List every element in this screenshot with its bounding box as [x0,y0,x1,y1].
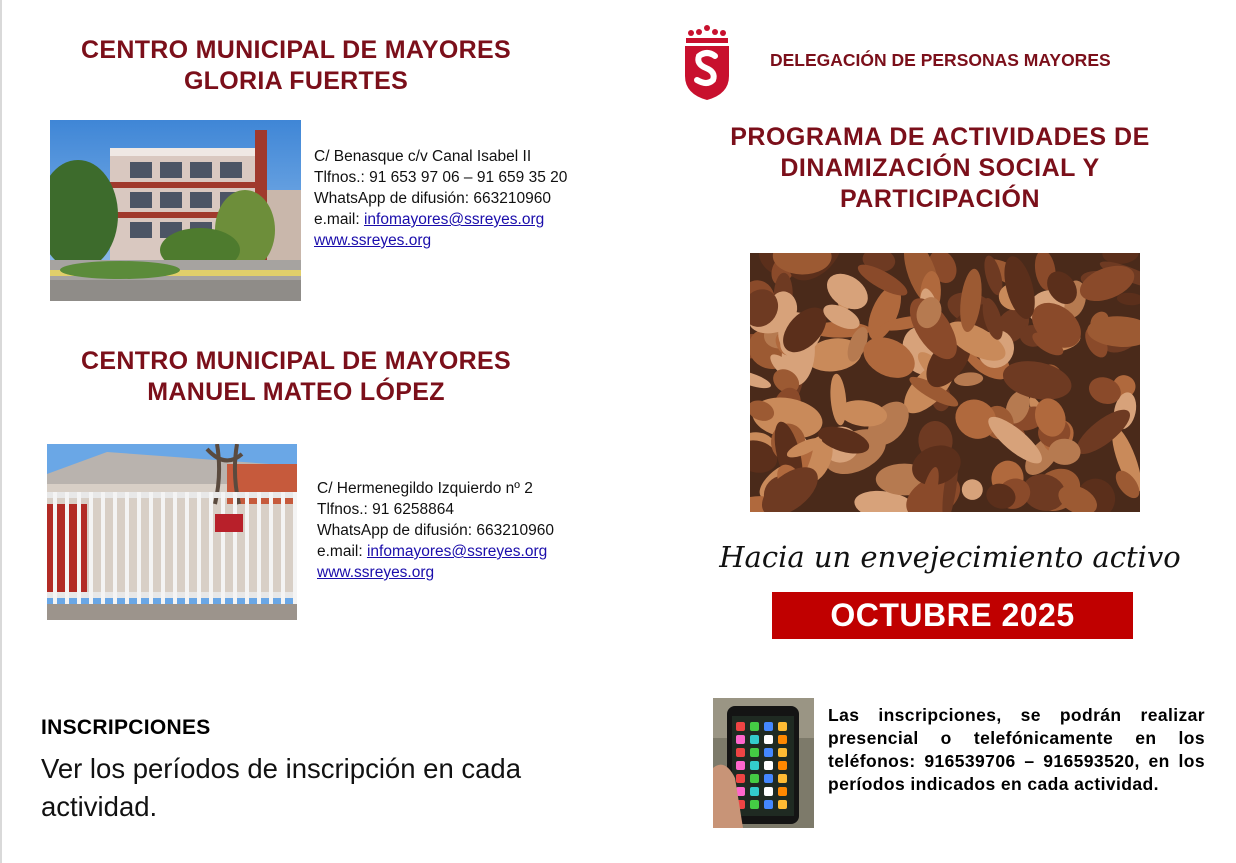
autumn-leaves-photo [750,253,1140,512]
page-edge [0,0,2,863]
center1-building-photo [50,120,301,301]
center2-email-label: e.mail: [317,543,367,560]
center1-title [46,35,546,97]
inscripciones-title: INSCRIPCIONES [41,716,211,739]
center1-email-link[interactable]: infomayores@ssreyes.org [363,211,545,228]
center2-email-link[interactable]: infomayores@ssreyes.org [366,543,548,560]
center2-address: C/ Hermenegildo Izquierdo nº 2 [317,480,533,497]
center2-info [317,478,554,583]
center2-building-photo [47,444,297,620]
inscripciones-body: Ver los períodos de inscripción en cada actividad. [41,753,522,822]
delegacion-heading: DELEGACIÓN DE PERSONAS MAYORES [770,50,1111,70]
tagline: Hacia un envejecimiento activo [719,540,1181,574]
center2-web-link[interactable]: www.ssreyes.org [317,564,435,581]
center1-title-line1: CENTRO MUNICIPAL DE MAYORES [81,36,511,64]
center2-title-line2: MANUEL MATEO LÓPEZ [147,378,445,406]
center2-email-row [317,541,554,562]
center2-title [46,346,546,408]
center1-title-line2: GLORIA FUERTES [183,67,409,95]
phone-note: Las inscripciones, se podrán realizar presencial o telefónicamente en los teléfonos: 916539706 – 916593520, en los períodos indicados en cada actividad. [828,705,1205,794]
program-title-line3: PARTICIPACIÓN [839,185,1041,213]
smartphone-photo-icon [713,698,814,828]
center1-web-link[interactable]: www.ssreyes.org [314,232,432,249]
program-title-line2: DINAMIZACIÓN SOCIAL Y [780,154,1100,182]
center2-phones: Tlfnos.: 91 6258864 [317,501,455,518]
center2-title-line1: CENTRO MUNICIPAL DE MAYORES [81,347,511,375]
center1-phones: Tlfnos.: 91 653 97 06 – 91 659 35 20 [314,169,568,186]
month-banner: OCTUBRE 2025 [772,592,1133,639]
center1-address: C/ Benasque c/v Canal Isabel II [314,148,532,165]
center1-email-label: e.mail: [314,211,364,228]
center1-whatsapp: WhatsApp de difusión: 663210960 [314,190,551,207]
program-title-line1: PROGRAMA DE ACTIVIDADES DE [730,123,1150,151]
center1-email-row [314,209,567,230]
program-title [700,122,1180,215]
ssreyes-crown-logo-icon [682,24,732,102]
center2-whatsapp: WhatsApp de difusión: 663210960 [317,522,554,539]
center1-info [314,146,567,251]
